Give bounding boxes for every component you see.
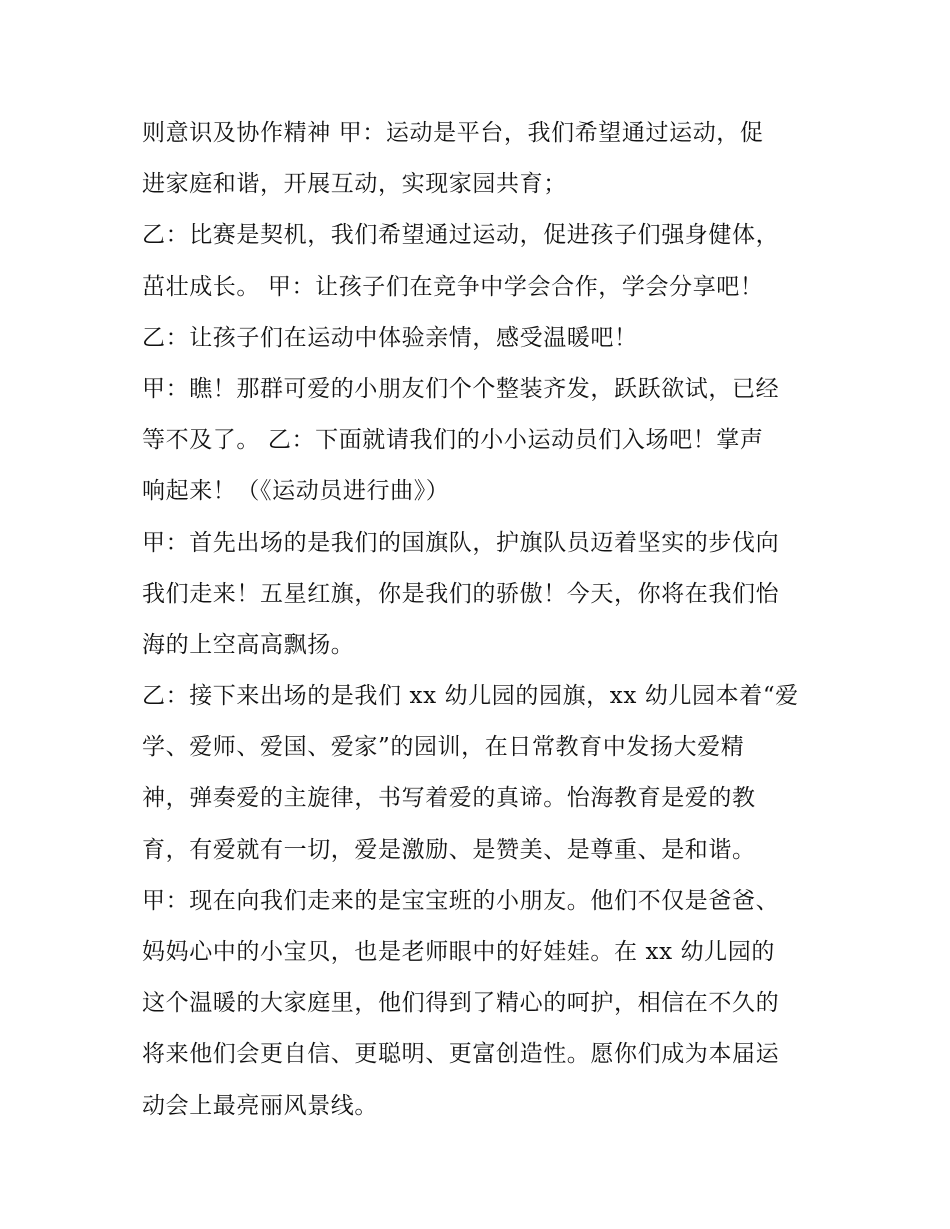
text-line: 我们走来！五星红旗，你是我们的骄傲！今天，你将在我们怡 xyxy=(142,580,780,607)
text-line: 学、爱师、爱国、爱家”的园训，在日常教育中发扬大爱精 xyxy=(142,734,745,761)
text-line: 神，弹奏爱的主旋律，书写着爱的真谛。怡海教育是爱的教 xyxy=(142,785,756,812)
text-line: 甲：现在向我们走来的是宝宝班的小朋友。他们不仅是爸爸、 xyxy=(142,887,780,914)
text-line: 乙：比赛是契机，我们希望通过运动，促进孩子们强身健体， xyxy=(142,222,780,249)
text-line: 这个温暖的大家庭里，他们得到了精心的呵护，相信在不久的 xyxy=(142,990,780,1017)
text-line: 则意识及协作精神 甲：运动是平台，我们希望通过运动，促 xyxy=(142,120,764,146)
body-text xyxy=(142,108,832,1132)
text-line: 甲：瞧！那群可爱的小朋友们个个整装齐发，跃跃欲试，已经 xyxy=(142,375,780,402)
text-line: 育，有爱就有一切，爱是激励、是赞美、是尊重、是和谐。 xyxy=(142,836,756,863)
text-line: 将来他们会更自信、更聪明、更富创造性。愿你们成为本届运 xyxy=(142,1041,780,1068)
text-line: 妈妈心中的小宝贝，也是老师眼中的好娃娃。在 xx 幼儿园的 xyxy=(142,939,775,965)
text-line: 动会上最亮丽风景线。 xyxy=(142,1092,378,1119)
text-line: 乙：让孩子们在运动中体验亲情，感受温暖吧！ xyxy=(142,324,638,351)
text-line: 响起来！（《运动员进行曲》） xyxy=(142,478,450,505)
text-line: 甲：首先出场的是我们的国旗队，护旗队员迈着坚实的步伐向 xyxy=(142,529,780,556)
text-line: 茁壮成长。 甲：让孩子们在竞争中学会合作，学会分享吧！ xyxy=(142,273,764,300)
text-line: 等不及了。 乙：下面就请我们的小小运动员们入场吧！掌声 xyxy=(142,427,764,454)
text-line: 海的上空高高飘扬。 xyxy=(142,631,355,658)
text-line: 进家庭和谐，开展互动，实现家园共育； xyxy=(142,171,567,198)
text-line: 乙：接下来出场的是我们 xx 幼儿园的园旗，xx 幼儿园本着“爱 xyxy=(142,683,799,710)
